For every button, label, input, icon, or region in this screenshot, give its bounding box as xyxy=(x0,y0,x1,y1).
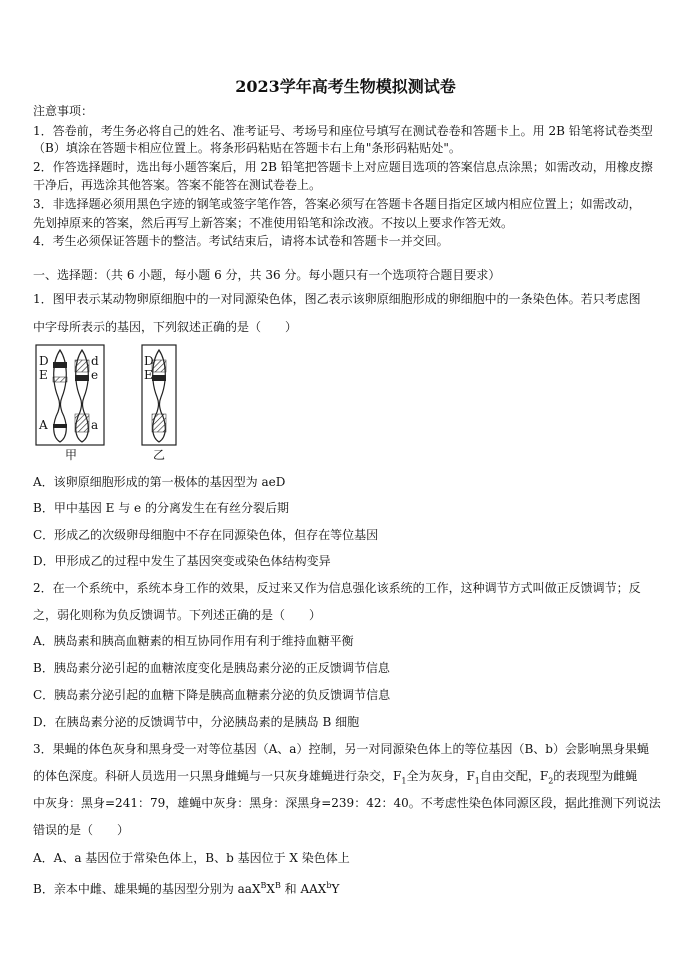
q2-stem: 之，弱化则称为负反馈调节。下列述正确的是（ ） xyxy=(33,608,322,622)
section-heading: 一、选择题：（共 6 小题，每小题 6 分，共 36 分。每小题只有一个选项符合题目要求） xyxy=(33,268,501,282)
q3-stem: 错误的是（ ） xyxy=(33,823,130,837)
notice-line: 3．非选择题必须用黑色字迹的钢笔或签字笔作答，答案必须写在答题卡各题目指定区域内相应位置上；如需改动， xyxy=(33,197,641,211)
q2-option-b: B．胰岛素分泌引起的血糖浓度变化是胰岛素分泌的正反馈调节信息 xyxy=(33,661,390,675)
q3-stem: 3．果蝇的体色灰身和黑身受一对等位基因（A、a）控制，另一对同源染色体上的等位基因（B、b）会影响黑身果蝇 xyxy=(33,742,649,756)
q3-stem-part: 的体色深度。科研人员选用一只黑身雌蝇与一只灰身雄蝇进行杂交，F xyxy=(33,769,402,783)
q1-stem: 1．图甲表示某动物卵原细胞中的一对同源染色体，图乙表示该卵原细胞形成的卵细胞中的一条染色体。若只考虑图 xyxy=(33,292,641,306)
q1-stem: 中字母所表示的基因，下列叙述正确的是（ ） xyxy=(33,320,298,334)
gene-label: D xyxy=(144,354,154,368)
gene-label: A xyxy=(39,418,48,432)
q3-superscript: B xyxy=(274,881,281,890)
q3-option-a: A．A、a 基因位于常染色体上，B、b 基因位于 X 染色体上 xyxy=(33,851,350,865)
figure-label-jia: 甲 xyxy=(65,448,78,462)
q3-stem: 中灰身：黑身=241：79，雄蝇中灰身：黑身：深黑身=239：42：40。不考虑性染色体同源区段，据此推测下列说法 xyxy=(33,796,661,810)
q2-option-a: A．胰岛素和胰高血糖素的相互协同作用有利于维持血糖平衡 xyxy=(33,634,354,648)
q3-superscript: B xyxy=(260,881,267,890)
notice-line: 先划掉原来的答案，然后再写上新答案；不准使用铅笔和涂改液。不按以上要求作答无效。 xyxy=(33,216,514,230)
q3-subscript: 2 xyxy=(548,776,554,786)
chromosome-figure xyxy=(32,342,182,462)
q2-stem: 2．在一个系统中，系统本身工作的效果，反过来又作为信息强化该系统的工作，这种调节方式叫做正反馈调节；反 xyxy=(33,581,641,595)
q3-option-b-part: B．亲本中雌、雄果蝇的基因型分别为 aaX xyxy=(33,882,261,896)
notice-line: （B）填涂在答题卡相应位置上。将条形码粘贴在答题卡右上角"条形码粘贴处"。 xyxy=(33,141,461,155)
q3-stem-part: 的表现型为雌蝇 xyxy=(553,769,638,783)
q2-option-d: D．在胰岛素分泌的反馈调节中，分泌胰岛素的是胰岛 B 细胞 xyxy=(33,715,360,729)
notice-line: 2．作答选择题时，选出每小题答案后，用 2B 铅笔把答题卡上对应题目选项的答案信息点涂黑；如需改动，用橡皮擦 xyxy=(33,160,653,174)
q3-subscript: 1 xyxy=(474,776,480,786)
gene-label: D xyxy=(39,354,49,368)
gene-label: a xyxy=(91,418,99,432)
q3-superscript: b xyxy=(326,881,332,890)
gene-label: E xyxy=(39,368,48,382)
figure-label-yi: 乙 xyxy=(153,448,166,462)
notice-heading: 注意事项： xyxy=(33,104,94,118)
gene-label: d xyxy=(91,354,99,368)
q1-option-a: A．该卵原细胞形成的第一极体的基因型为 aeD xyxy=(33,475,286,489)
q3-option-b-part: X xyxy=(266,882,275,896)
notice-line: 干净后，再选涂其他答案。答案不能答在测试卷卷上。 xyxy=(33,178,322,192)
q3-option-b xyxy=(33,878,339,897)
q3-stem-part: 自由交配，F xyxy=(479,769,549,783)
q3-option-b-part: Y xyxy=(331,882,340,896)
q3-stem xyxy=(33,769,637,788)
gene-label: e xyxy=(91,368,99,382)
notice-line: 1．答卷前，考生务必将自己的姓名、准考证号、考场号和座位号填写在测试卷卷和答题卡上。用 2B 铅笔将试卷类型 xyxy=(33,124,653,138)
gene-label: E xyxy=(144,368,153,382)
q3-stem-part: 全为灰身，F xyxy=(406,769,475,783)
q2-option-c: C．胰岛素分泌引起的血糖下降是胰高血糖素分泌的负反馈调节信息 xyxy=(33,688,391,702)
q1-option-c: C．形成乙的次级卵母细胞中不存在同源染色体，但存在等位基因 xyxy=(33,528,379,542)
q3-option-b-part: 和 AAX xyxy=(280,882,327,896)
chromosome-diagram xyxy=(32,342,182,462)
q3-subscript: 1 xyxy=(401,776,407,786)
notice-line: 4．考生必须保证答题卡的整洁。考试结束后，请将本试卷和答题卡一并交回。 xyxy=(33,234,449,248)
q1-option-b: B．甲中基因 E 与 e 的分离发生在有丝分裂后期 xyxy=(33,501,289,515)
q1-option-d: D．甲形成乙的过程中发生了基因突变或染色体结构变异 xyxy=(33,554,331,568)
exam-title: 2023学年高考生物模拟测试卷 xyxy=(235,77,456,96)
